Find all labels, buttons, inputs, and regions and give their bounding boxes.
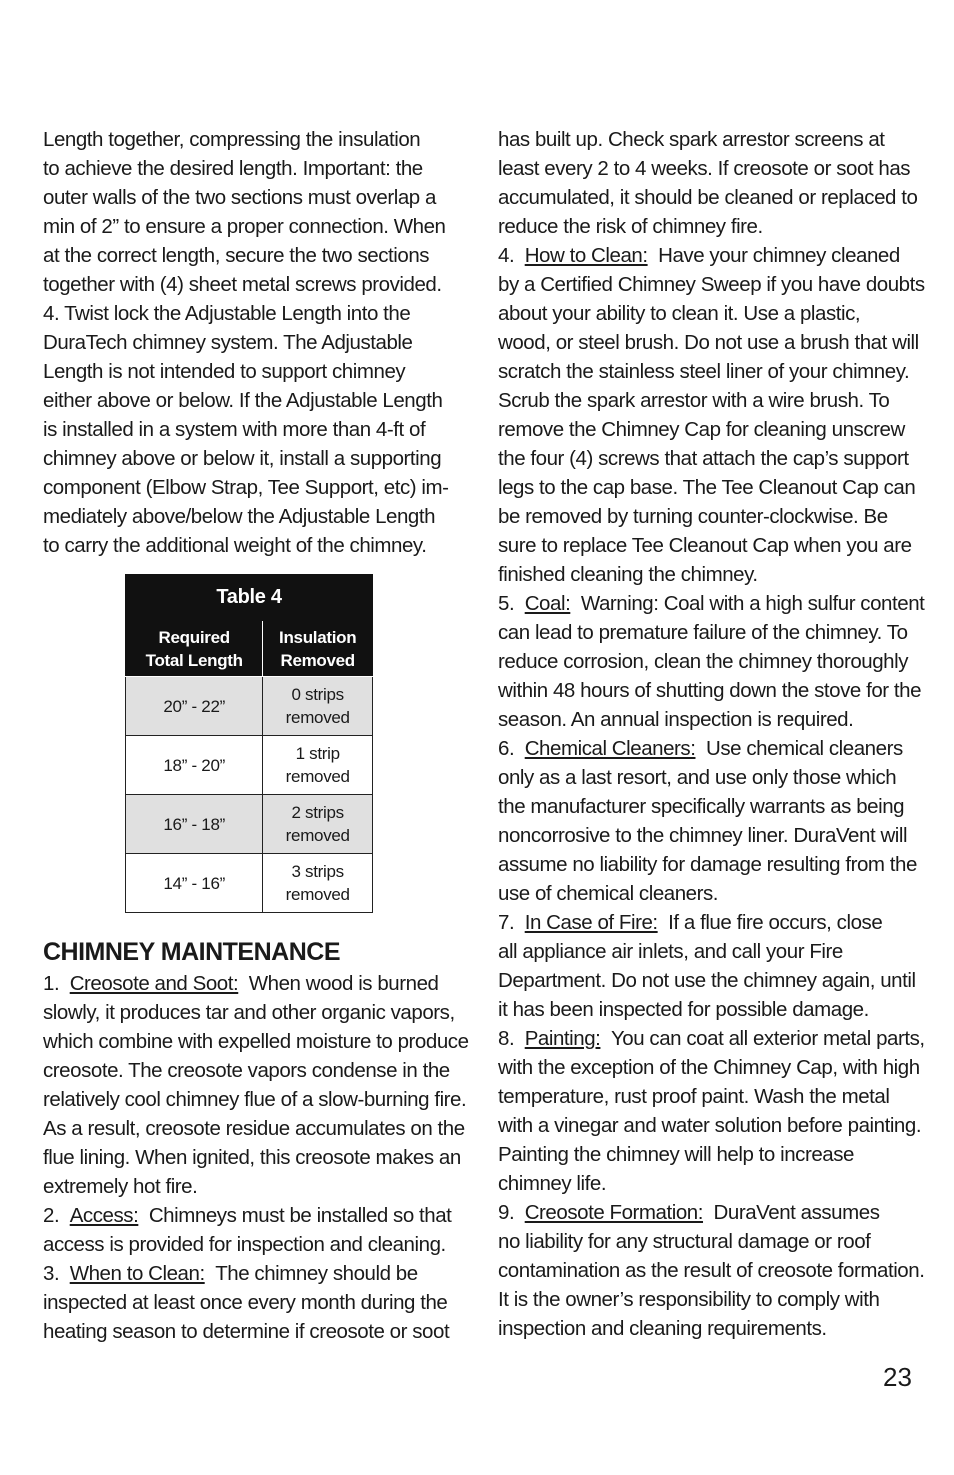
table-row: 16” - 18” 2 strips removed (126, 795, 373, 854)
text-line: be removed by turning counter-clockwise. Be (498, 505, 888, 528)
text-line: access is provided for inspection and cleaning. (43, 1233, 446, 1256)
text-line: with a vinegar and water solution before painting. (498, 1114, 922, 1137)
item-text: If a flue fire occurs, close (668, 911, 883, 934)
item-number: 9. (498, 1201, 515, 1224)
item-label: Chemical Cleaners: (524, 737, 696, 760)
item-number: 5. (498, 592, 515, 615)
maintenance-item (43, 1201, 458, 1259)
left-column (43, 125, 469, 1346)
text-line: heating season to determine if creosote or soot (43, 1320, 450, 1343)
text-line: creosote. The creosote vapors condense in the (43, 1059, 450, 1082)
maintenance-item (498, 734, 918, 908)
text-line: at the correct length, secure the two sections (43, 244, 430, 267)
text-line: outer walls of the two sections must overlap a (43, 186, 436, 209)
item-label: Painting: (524, 1027, 601, 1050)
maintenance-item (43, 969, 469, 1201)
item-number: 8. (498, 1027, 515, 1050)
text-line: reduce corrosion, clean the chimney thoroughly (498, 650, 909, 673)
left-items (43, 969, 469, 1346)
text-line: slowly, it produces tar and other organic vapors, (43, 1001, 455, 1024)
text-line: Department. Do not use the chimney again, until (498, 969, 916, 992)
text-line: wood, or steel brush. Do not use a brush that will (498, 331, 919, 354)
text-line: all appliance air inlets, and call your Fire (498, 940, 843, 963)
header-required-total-length: Required Total Length (126, 621, 263, 677)
text-line: Painting the chimney will help to increase (498, 1143, 854, 1166)
text-line: component (Elbow Strap, Tee Support, etc) im- (43, 476, 449, 499)
maintenance-item (43, 1259, 458, 1346)
item-text: DuraVent assumes (713, 1201, 880, 1224)
item-text: When wood is burned (248, 972, 439, 995)
text-line: season. An annual inspection is required. (498, 708, 854, 731)
item-label: When to Clean: (69, 1262, 205, 1285)
text-line: accumulated, it should be cleaned or replaced to (498, 186, 918, 209)
text-line: inspected at least once every month during the (43, 1291, 448, 1314)
item-text: Chimneys must be installed so that (148, 1204, 452, 1227)
text-line: which combine with expelled moisture to produce (43, 1030, 469, 1053)
text-line: Scrub the spark arrestor with a wire brush. To (498, 389, 890, 412)
text-line: chimney above or below it, install a supporting (43, 447, 442, 470)
maintenance-item (498, 908, 918, 1024)
text-line: extremely hot fire. (43, 1175, 198, 1198)
text-line: the manufacturer specifically warrants as being (498, 795, 905, 818)
item-number: 6. (498, 737, 515, 760)
text-line: to achieve the desired length. Important: the (43, 157, 423, 180)
page-number: 23 (883, 1362, 912, 1392)
text-line: only as a last resort, and use only those which (498, 766, 897, 789)
text-line: Length together, compressing the insulation (43, 128, 421, 151)
text-line: use of chemical cleaners. (498, 882, 719, 905)
text-line: remove the Chimney Cap for cleaning unscrew (498, 418, 905, 441)
item-label: Creosote Formation: (524, 1201, 704, 1224)
text-line: sure to replace Tee Cleanout Cap when you are (498, 534, 912, 557)
item-label: Access: (69, 1204, 139, 1227)
text-line: inspection and cleaning requirements. (498, 1317, 827, 1340)
text-line: relatively cool chimney flue of a slow-burning fire. (43, 1088, 467, 1111)
maintenance-item (498, 1024, 925, 1198)
item-label: How to Clean: (524, 244, 648, 267)
item-text: Use chemical cleaners (705, 737, 903, 760)
text-line: the four (4) screws that attach the cap’s support (498, 447, 909, 470)
text-line: DuraTech chimney system. The Adjustable (43, 331, 413, 354)
maintenance-item (498, 589, 925, 734)
item-number: 2. (43, 1204, 60, 1227)
text-line: by a Certified Chimney Sweep if you have doubts (498, 273, 925, 296)
table-row: 18” - 20” 1 strip removed (126, 736, 373, 795)
right-column (498, 125, 925, 1343)
text-line: reduce the risk of chimney fire. (498, 215, 763, 238)
text-line: assume no liability for damage resulting from the (498, 853, 917, 876)
text-line: with the exception of the Chimney Cap, with high (498, 1056, 920, 1079)
right-items (498, 241, 925, 1343)
text-line: chimney life. (498, 1172, 607, 1195)
text-line: mediately above/below the Adjustable Length (43, 505, 436, 528)
text-line: can lead to premature failure of the chimney. To (498, 621, 908, 644)
text-line: least every 2 to 4 weeks. If creosote or soot has (498, 157, 911, 180)
item-label: Creosote and Soot: (69, 972, 239, 995)
text-line: 4. Twist lock the Adjustable Length into the (43, 302, 411, 325)
header-insulation-removed: Insulation Removed (263, 621, 373, 677)
text-line: min of 2” to ensure a proper connection. When (43, 215, 446, 238)
table-title: Table 4 (126, 575, 373, 621)
text-line: either above or below. If the Adjustable Length (43, 389, 443, 412)
text-line: about your ability to clean it. Use a plastic, (498, 302, 861, 325)
item-text: You can coat all exterior metal parts, (610, 1027, 925, 1050)
item-number: 7. (498, 911, 515, 934)
item-text: Have your chimney cleaned (658, 244, 900, 267)
text-line: no liability for any structural damage or roof (498, 1230, 871, 1253)
maintenance-item (498, 241, 925, 589)
text-line: to carry the additional weight of the chimney. (43, 534, 427, 557)
text-line: flue lining. When ignited, this creosote makes an (43, 1146, 461, 1169)
item-number: 3. (43, 1262, 60, 1285)
text-line: Length is not intended to support chimney (43, 360, 406, 383)
text-line: finished cleaning the chimney. (498, 563, 758, 586)
text-line: within 48 hours of shutting down the stove for the (498, 679, 922, 702)
text-line: scratch the stainless steel liner of your chimney. (498, 360, 910, 383)
item-number: 4. (498, 244, 515, 267)
table-row: 20” - 22” 0 strips removed (126, 677, 373, 736)
text-line: it has been inspected for possible damage. (498, 998, 869, 1021)
maintenance-item (498, 1198, 925, 1343)
item-text: The chimney should be (215, 1262, 418, 1285)
text-line: It is the owner’s responsibility to comply with (498, 1288, 880, 1311)
text-line: is installed in a system with more than 4-ft of (43, 418, 426, 441)
text-line: As a result, creosote residue accumulates on the (43, 1117, 465, 1140)
item-text: Warning: Coal with a high sulfur content (580, 592, 925, 615)
text-line: contamination as the result of creosote formation. (498, 1259, 925, 1282)
table-row: 14” - 16” 3 strips removed (126, 854, 373, 913)
continuation-paragraph (498, 125, 918, 241)
text-line: together with (4) sheet metal screws provided. (43, 273, 442, 296)
section-heading: CHIMNEY MAINTENANCE (43, 938, 340, 966)
text-line: temperature, rust proof paint. Wash the metal (498, 1085, 890, 1108)
text-line: has built up. Check spark arrestor screens at (498, 128, 885, 151)
item-number: 1. (43, 972, 60, 995)
text-line: legs to the cap base. The Tee Cleanout Cap can (498, 476, 916, 499)
item-label: In Case of Fire: (524, 911, 658, 934)
item-label: Coal: (524, 592, 571, 615)
intro-paragraph (43, 125, 458, 560)
table-4 (125, 574, 373, 913)
text-line: noncorrosive to the chimney liner. DuraVent will (498, 824, 908, 847)
